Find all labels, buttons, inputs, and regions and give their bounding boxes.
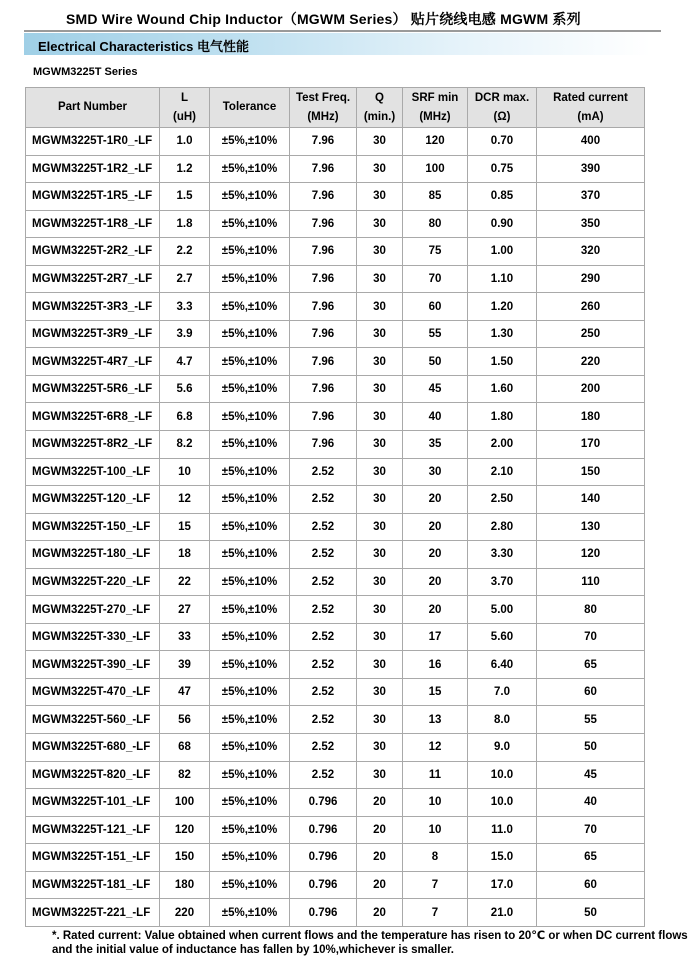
rated-current-cell: 130 [537, 513, 645, 541]
part-number-cell: MGWM3225T-151_-LF [26, 844, 160, 872]
rated-current-cell: 170 [537, 431, 645, 459]
section-header-band [24, 33, 651, 55]
test-freq-cell: 2.52 [290, 651, 357, 679]
table-row [26, 183, 645, 211]
test-freq-cell: 2.52 [290, 541, 357, 569]
tolerance-cell: ±5%,±10% [210, 458, 290, 486]
dcr-cell: 11.0 [468, 816, 537, 844]
page-title: SMD Wire Wound Chip Inductor（MGWM Series） 贴片绕线电感 MGWM 系列 [66, 11, 581, 27]
srf-cell: 120 [403, 128, 468, 156]
table-row [26, 541, 645, 569]
srf-cell: 80 [403, 210, 468, 238]
tolerance-cell: ±5%,±10% [210, 210, 290, 238]
table-row [26, 210, 645, 238]
tolerance-cell: ±5%,±10% [210, 128, 290, 156]
table-row [26, 348, 645, 376]
part-number-cell: MGWM3225T-2R2_-LF [26, 238, 160, 266]
dcr-cell: 0.85 [468, 183, 537, 211]
tolerance-cell: ±5%,±10% [210, 403, 290, 431]
q-cell: 30 [357, 155, 403, 183]
dcr-cell: 1.20 [468, 293, 537, 321]
inductance-cell: 1.0 [160, 128, 210, 156]
test-freq-cell: 2.52 [290, 596, 357, 624]
srf-cell: 85 [403, 183, 468, 211]
dcr-cell: 2.10 [468, 458, 537, 486]
q-cell: 30 [357, 678, 403, 706]
part-number-cell: MGWM3225T-220_-LF [26, 568, 160, 596]
col-header-line2: (MHz) [307, 110, 339, 123]
rated-current-cell: 400 [537, 128, 645, 156]
rated-current-cell: 65 [537, 651, 645, 679]
part-number-cell: MGWM3225T-150_-LF [26, 513, 160, 541]
tolerance-cell: ±5%,±10% [210, 734, 290, 762]
table-row [26, 871, 645, 899]
dcr-cell: 17.0 [468, 871, 537, 899]
test-freq-cell: 7.96 [290, 128, 357, 156]
dcr-cell: 1.80 [468, 403, 537, 431]
dcr-cell: 1.10 [468, 265, 537, 293]
q-cell: 30 [357, 320, 403, 348]
title-divider [24, 30, 661, 32]
part-number-cell: MGWM3225T-330_-LF [26, 623, 160, 651]
srf-cell: 45 [403, 375, 468, 403]
inductance-cell: 27 [160, 596, 210, 624]
inductance-cell: 39 [160, 651, 210, 679]
inductance-cell: 68 [160, 734, 210, 762]
part-number-cell: MGWM3225T-1R5_-LF [26, 183, 160, 211]
test-freq-cell: 2.52 [290, 486, 357, 514]
tolerance-cell: ±5%,±10% [210, 375, 290, 403]
inductance-cell: 15 [160, 513, 210, 541]
table-row [26, 155, 645, 183]
rated-current-cell: 200 [537, 375, 645, 403]
q-cell: 30 [357, 458, 403, 486]
inductance-cell: 120 [160, 816, 210, 844]
srf-cell: 60 [403, 293, 468, 321]
srf-cell: 20 [403, 541, 468, 569]
tolerance-cell: ±5%,±10% [210, 183, 290, 211]
col-header-rated-current [537, 88, 645, 128]
srf-cell: 70 [403, 265, 468, 293]
rated-current-cell: 140 [537, 486, 645, 514]
part-number-cell: MGWM3225T-6R8_-LF [26, 403, 160, 431]
inductance-cell: 1.5 [160, 183, 210, 211]
part-number-cell: MGWM3225T-1R0_-LF [26, 128, 160, 156]
q-cell: 30 [357, 265, 403, 293]
tolerance-cell: ±5%,±10% [210, 899, 290, 927]
q-cell: 30 [357, 128, 403, 156]
test-freq-cell: 7.96 [290, 431, 357, 459]
test-freq-cell: 7.96 [290, 293, 357, 321]
part-number-cell: MGWM3225T-270_-LF [26, 596, 160, 624]
dcr-cell: 7.0 [468, 678, 537, 706]
srf-cell: 11 [403, 761, 468, 789]
rated-current-cell: 370 [537, 183, 645, 211]
q-cell: 20 [357, 789, 403, 817]
table-row [26, 706, 645, 734]
tolerance-cell: ±5%,±10% [210, 541, 290, 569]
col-header-srf [403, 88, 468, 128]
test-freq-cell: 7.96 [290, 375, 357, 403]
part-number-cell: MGWM3225T-1R2_-LF [26, 155, 160, 183]
part-number-cell: MGWM3225T-5R6_-LF [26, 375, 160, 403]
table-row [26, 431, 645, 459]
test-freq-cell: 7.96 [290, 265, 357, 293]
dcr-cell: 2.00 [468, 431, 537, 459]
series-label: MGWM3225T Series [33, 66, 138, 78]
rated-current-cell: 290 [537, 265, 645, 293]
table-row [26, 734, 645, 762]
tolerance-cell: ±5%,±10% [210, 816, 290, 844]
test-freq-cell: 7.96 [290, 238, 357, 266]
q-cell: 30 [357, 706, 403, 734]
tolerance-cell: ±5%,±10% [210, 265, 290, 293]
part-number-cell: MGWM3225T-120_-LF [26, 486, 160, 514]
inductance-cell: 33 [160, 623, 210, 651]
srf-cell: 17 [403, 623, 468, 651]
tolerance-cell: ±5%,±10% [210, 651, 290, 679]
dcr-cell: 0.75 [468, 155, 537, 183]
rated-current-cell: 250 [537, 320, 645, 348]
rated-current-cell: 40 [537, 789, 645, 817]
q-cell: 30 [357, 183, 403, 211]
dcr-cell: 8.0 [468, 706, 537, 734]
rated-current-cell: 110 [537, 568, 645, 596]
tolerance-cell: ±5%,±10% [210, 155, 290, 183]
test-freq-cell: 0.796 [290, 789, 357, 817]
tolerance-cell: ±5%,±10% [210, 706, 290, 734]
test-freq-cell: 2.52 [290, 706, 357, 734]
srf-cell: 16 [403, 651, 468, 679]
dcr-cell: 2.80 [468, 513, 537, 541]
table-body [26, 128, 645, 927]
rated-current-cell: 70 [537, 623, 645, 651]
dcr-cell: 3.30 [468, 541, 537, 569]
part-number-cell: MGWM3225T-4R7_-LF [26, 348, 160, 376]
tolerance-cell: ±5%,±10% [210, 486, 290, 514]
tolerance-cell: ±5%,±10% [210, 871, 290, 899]
q-cell: 30 [357, 596, 403, 624]
rated-current-cell: 50 [537, 734, 645, 762]
dcr-cell: 1.30 [468, 320, 537, 348]
q-cell: 30 [357, 210, 403, 238]
q-cell: 20 [357, 871, 403, 899]
srf-cell: 13 [403, 706, 468, 734]
table-row [26, 128, 645, 156]
table-row [26, 403, 645, 431]
dcr-cell: 1.60 [468, 375, 537, 403]
table-row [26, 844, 645, 872]
part-number-cell: MGWM3225T-3R3_-LF [26, 293, 160, 321]
dcr-cell: 21.0 [468, 899, 537, 927]
part-number-cell: MGWM3225T-680_-LF [26, 734, 160, 762]
part-number-cell: MGWM3225T-181_-LF [26, 871, 160, 899]
part-number-cell: MGWM3225T-101_-LF [26, 789, 160, 817]
part-number-cell: MGWM3225T-820_-LF [26, 761, 160, 789]
dcr-cell: 1.50 [468, 348, 537, 376]
q-cell: 30 [357, 623, 403, 651]
table-row [26, 596, 645, 624]
inductance-cell: 2.7 [160, 265, 210, 293]
part-number-cell: MGWM3225T-2R7_-LF [26, 265, 160, 293]
rated-current-cell: 55 [537, 706, 645, 734]
col-header-line2: (MHz) [419, 110, 451, 123]
part-number-cell: MGWM3225T-121_-LF [26, 816, 160, 844]
table-row [26, 568, 645, 596]
col-header-line2: (Ω) [493, 110, 511, 123]
srf-cell: 35 [403, 431, 468, 459]
rated-current-cell: 65 [537, 844, 645, 872]
tolerance-cell: ±5%,±10% [210, 293, 290, 321]
col-header-q [357, 88, 403, 128]
col-header-line2: (mA) [577, 110, 604, 123]
table-row [26, 816, 645, 844]
test-freq-cell: 2.52 [290, 623, 357, 651]
part-number-cell: MGWM3225T-470_-LF [26, 678, 160, 706]
tolerance-cell: ±5%,±10% [210, 513, 290, 541]
inductance-cell: 1.2 [160, 155, 210, 183]
tolerance-cell: ±5%,±10% [210, 238, 290, 266]
inductance-cell: 18 [160, 541, 210, 569]
dcr-cell: 10.0 [468, 789, 537, 817]
dcr-cell: 9.0 [468, 734, 537, 762]
table-row [26, 623, 645, 651]
srf-cell: 8 [403, 844, 468, 872]
q-cell: 30 [357, 568, 403, 596]
dcr-cell: 1.00 [468, 238, 537, 266]
inductance-cell: 2.2 [160, 238, 210, 266]
inductance-cell: 6.8 [160, 403, 210, 431]
srf-cell: 50 [403, 348, 468, 376]
q-cell: 30 [357, 761, 403, 789]
test-freq-cell: 2.52 [290, 734, 357, 762]
rated-current-cell: 320 [537, 238, 645, 266]
dcr-cell: 5.00 [468, 596, 537, 624]
srf-cell: 20 [403, 513, 468, 541]
srf-cell: 75 [403, 238, 468, 266]
test-freq-cell: 7.96 [290, 210, 357, 238]
col-header-test-freq [290, 88, 357, 128]
inductance-cell: 3.3 [160, 293, 210, 321]
test-freq-cell: 2.52 [290, 678, 357, 706]
q-cell: 30 [357, 486, 403, 514]
table-row [26, 789, 645, 817]
col-header-dcr [468, 88, 537, 128]
tolerance-cell: ±5%,±10% [210, 348, 290, 376]
electrical-characteristics-table [25, 87, 645, 927]
test-freq-cell: 2.52 [290, 458, 357, 486]
test-freq-cell: 0.796 [290, 871, 357, 899]
q-cell: 30 [357, 293, 403, 321]
part-number-cell: MGWM3225T-180_-LF [26, 541, 160, 569]
srf-cell: 10 [403, 789, 468, 817]
col-header-line1: Tolerance [222, 101, 277, 113]
rated-current-cell: 180 [537, 403, 645, 431]
test-freq-cell: 2.52 [290, 568, 357, 596]
q-cell: 30 [357, 403, 403, 431]
table-row [26, 458, 645, 486]
q-cell: 30 [357, 541, 403, 569]
rated-current-cell: 70 [537, 816, 645, 844]
inductance-cell: 220 [160, 899, 210, 927]
dcr-cell: 2.50 [468, 486, 537, 514]
test-freq-cell: 7.96 [290, 155, 357, 183]
test-freq-cell: 7.96 [290, 183, 357, 211]
tolerance-cell: ±5%,±10% [210, 596, 290, 624]
srf-cell: 7 [403, 871, 468, 899]
rated-current-cell: 390 [537, 155, 645, 183]
table-row [26, 651, 645, 679]
srf-cell: 20 [403, 486, 468, 514]
test-freq-cell: 0.796 [290, 844, 357, 872]
srf-cell: 20 [403, 596, 468, 624]
col-header-line1: Part Number [57, 101, 128, 113]
q-cell: 30 [357, 238, 403, 266]
part-number-cell: MGWM3225T-560_-LF [26, 706, 160, 734]
col-header-line2: (min.) [363, 110, 396, 123]
inductance-cell: 22 [160, 568, 210, 596]
tolerance-cell: ±5%,±10% [210, 568, 290, 596]
col-header-line1: L [180, 91, 189, 104]
table-row [26, 678, 645, 706]
part-number-cell: MGWM3225T-3R9_-LF [26, 320, 160, 348]
col-header-inductance [160, 88, 210, 128]
table-row [26, 761, 645, 789]
rated-current-cell: 220 [537, 348, 645, 376]
dcr-cell: 0.90 [468, 210, 537, 238]
q-cell: 30 [357, 513, 403, 541]
srf-cell: 40 [403, 403, 468, 431]
rated-current-cell: 150 [537, 458, 645, 486]
srf-cell: 10 [403, 816, 468, 844]
col-header-line1: Test Freq. [295, 91, 351, 104]
inductance-cell: 10 [160, 458, 210, 486]
tolerance-cell: ±5%,±10% [210, 844, 290, 872]
col-header-line1: SRF min [411, 91, 459, 104]
dcr-cell: 10.0 [468, 761, 537, 789]
table-row [26, 293, 645, 321]
srf-cell: 20 [403, 568, 468, 596]
inductance-cell: 56 [160, 706, 210, 734]
col-header-part-number [26, 88, 160, 128]
table-row [26, 238, 645, 266]
dcr-cell: 5.60 [468, 623, 537, 651]
inductance-cell: 47 [160, 678, 210, 706]
dcr-cell: 15.0 [468, 844, 537, 872]
test-freq-cell: 7.96 [290, 320, 357, 348]
tolerance-cell: ±5%,±10% [210, 431, 290, 459]
srf-cell: 15 [403, 678, 468, 706]
test-freq-cell: 7.96 [290, 348, 357, 376]
srf-cell: 55 [403, 320, 468, 348]
table-row [26, 486, 645, 514]
dcr-cell: 3.70 [468, 568, 537, 596]
section-title: Electrical Characteristics 电气性能 [38, 39, 249, 54]
inductance-cell: 100 [160, 789, 210, 817]
q-cell: 20 [357, 899, 403, 927]
rated-current-cell: 350 [537, 210, 645, 238]
tolerance-cell: ±5%,±10% [210, 789, 290, 817]
rated-current-cell: 120 [537, 541, 645, 569]
table-row [26, 513, 645, 541]
table-row [26, 375, 645, 403]
table-row [26, 265, 645, 293]
q-cell: 20 [357, 816, 403, 844]
test-freq-cell: 0.796 [290, 899, 357, 927]
table-row [26, 899, 645, 927]
inductance-cell: 12 [160, 486, 210, 514]
rated-current-footnote: *. Rated current: Value obtained when current flows and the temperature has risen to 20℃ or when DC current flows and the initial value of inductance has fallen by 10%,whichever is smaller. [52, 930, 688, 956]
q-cell: 30 [357, 734, 403, 762]
inductance-cell: 1.8 [160, 210, 210, 238]
q-cell: 30 [357, 375, 403, 403]
dcr-cell: 0.70 [468, 128, 537, 156]
col-header-line1: DCR max. [474, 91, 530, 104]
test-freq-cell: 0.796 [290, 816, 357, 844]
rated-current-cell: 60 [537, 678, 645, 706]
tolerance-cell: ±5%,±10% [210, 320, 290, 348]
inductance-cell: 4.7 [160, 348, 210, 376]
tolerance-cell: ±5%,±10% [210, 678, 290, 706]
q-cell: 30 [357, 431, 403, 459]
srf-cell: 30 [403, 458, 468, 486]
inductance-cell: 180 [160, 871, 210, 899]
inductance-cell: 150 [160, 844, 210, 872]
table-row [26, 320, 645, 348]
test-freq-cell: 2.52 [290, 761, 357, 789]
part-number-cell: MGWM3225T-1R8_-LF [26, 210, 160, 238]
inductance-cell: 82 [160, 761, 210, 789]
inductance-cell: 8.2 [160, 431, 210, 459]
col-header-line2: (uH) [173, 110, 196, 123]
dcr-cell: 6.40 [468, 651, 537, 679]
q-cell: 20 [357, 844, 403, 872]
col-header-line1: Rated current [553, 91, 628, 104]
col-header-tolerance [210, 88, 290, 128]
rated-current-cell: 45 [537, 761, 645, 789]
rated-current-cell: 260 [537, 293, 645, 321]
table-header-row [26, 88, 645, 128]
part-number-cell: MGWM3225T-221_-LF [26, 899, 160, 927]
inductance-cell: 5.6 [160, 375, 210, 403]
tolerance-cell: ±5%,±10% [210, 623, 290, 651]
q-cell: 30 [357, 348, 403, 376]
q-cell: 30 [357, 651, 403, 679]
part-number-cell: MGWM3225T-8R2_-LF [26, 431, 160, 459]
rated-current-cell: 80 [537, 596, 645, 624]
col-header-line1: Q [375, 91, 384, 104]
rated-current-cell: 50 [537, 899, 645, 927]
srf-cell: 12 [403, 734, 468, 762]
test-freq-cell: 2.52 [290, 513, 357, 541]
rated-current-cell: 60 [537, 871, 645, 899]
srf-cell: 7 [403, 899, 468, 927]
part-number-cell: MGWM3225T-100_-LF [26, 458, 160, 486]
inductance-cell: 3.9 [160, 320, 210, 348]
srf-cell: 100 [403, 155, 468, 183]
tolerance-cell: ±5%,±10% [210, 761, 290, 789]
part-number-cell: MGWM3225T-390_-LF [26, 651, 160, 679]
test-freq-cell: 7.96 [290, 403, 357, 431]
